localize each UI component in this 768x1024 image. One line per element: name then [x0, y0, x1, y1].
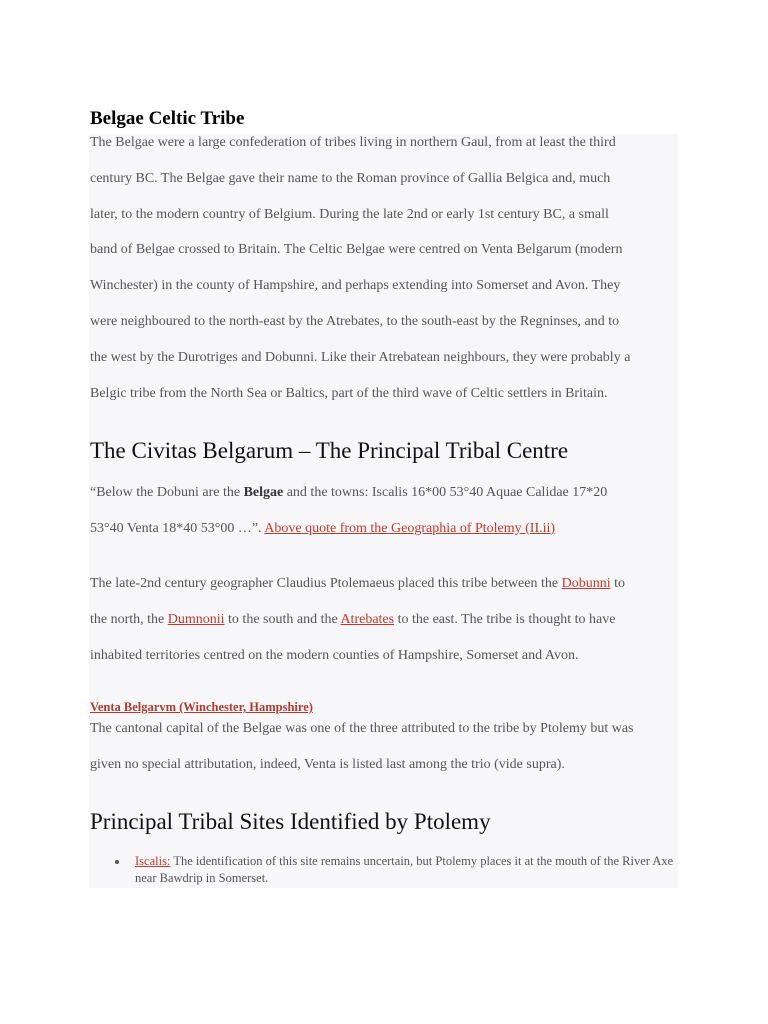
quote-line-2: [90, 511, 686, 547]
section-heading-civitas: The Civitas Belgarum – The Principal Tribal Centre: [90, 438, 569, 463]
dobunni-link[interactable]: Dobunni: [561, 576, 611, 591]
venta-line-2: given no special attributation, indeed, Venta is listed last among the trio (vide supra).: [90, 756, 565, 772]
intro-line: century BC. The Belgae gave their name to the Roman province of Gallia Belgica and, much: [90, 170, 611, 186]
intro-line: Winchester) in the county of Hampshire, and perhaps extending into Somerset and Avon. They: [90, 278, 621, 294]
quote-line2-text: 53°40 Venta 18*40 53°00 …”.: [90, 520, 265, 536]
dumnonii-link[interactable]: Dumnonii: [167, 611, 225, 627]
venta-belgarvm-heading-link[interactable]: Venta Belgarvm (Winchester, Hampshire): [90, 700, 313, 714]
list-item: [115, 853, 677, 887]
quote-line-1: [90, 475, 686, 511]
intro-paragraph: [90, 125, 686, 411]
iscalis-link[interactable]: Iscalis:: [135, 854, 171, 868]
venta-line-1: The cantonal capital of the Belgae was one of the three attributed to the tribe by Ptolemy but was: [90, 721, 634, 736]
atrebates-link[interactable]: Atrebates: [340, 611, 395, 627]
ptolemy-quote: [90, 475, 686, 547]
para-text: to the east. The tribe is thought to have: [394, 611, 616, 627]
geographia-link[interactable]: Above quote from the Geographia of Ptolemy (II.ii): [264, 520, 556, 536]
intro-line: the west by the Durotriges and Dobunni. Like their Atrebatean neighbours, they were probably a: [90, 349, 631, 365]
intro-line: band of Belgae crossed to Britain. The Celtic Belgae were centred on Venta Belgarum (modern: [90, 242, 623, 258]
para-text: the north, the: [90, 611, 168, 627]
ptolemaeus-paragraph: [90, 566, 686, 673]
bullet-icon: [115, 860, 119, 864]
page-title: Belgae Celtic Tribe: [90, 108, 245, 129]
quote-post: and the towns: Iscalis 16*00 53°40 Aquae Calidae 17*20: [283, 485, 608, 500]
para-text: to the south and the: [224, 611, 341, 627]
para-line-2: [90, 602, 686, 638]
para-line-3: inhabited territories centred on the modern counties of Hampshire, Somerset and Avon.: [90, 647, 579, 663]
para-text: The late-2nd century geographer Claudius Ptolemaeus placed this tribe between the: [90, 576, 562, 591]
intro-line: The Belgae were a large confederation of tribes living in northern Gaul, from at least the third: [90, 135, 616, 150]
venta-paragraph: [90, 711, 686, 783]
iscalis-description: The identification of this site remains uncertain, but Ptolemy places it at the mouth of the River Axe near Bawdrip in Somerset.: [135, 854, 674, 885]
intro-line: Belgic tribe from the North Sea or Baltics, part of the third wave of Celtic settlers in Britain.: [90, 385, 608, 401]
para-text: to: [610, 576, 625, 591]
quote-pre: “Below the Dobuni are the: [90, 485, 244, 500]
intro-line: were neighboured to the north-east by the Atrebates, to the south-east by the Regninses, and to: [90, 313, 620, 329]
intro-line: later, to the modern country of Belgium. During the late 2nd or early 1st century BC, a small: [90, 206, 609, 222]
tribal-sites-list: [115, 853, 677, 887]
quote-bold-belgae: Belgae: [243, 485, 284, 500]
section-heading-sites: Principal Tribal Sites Identified by Ptolemy: [90, 809, 491, 834]
para-line-1: [90, 566, 686, 602]
